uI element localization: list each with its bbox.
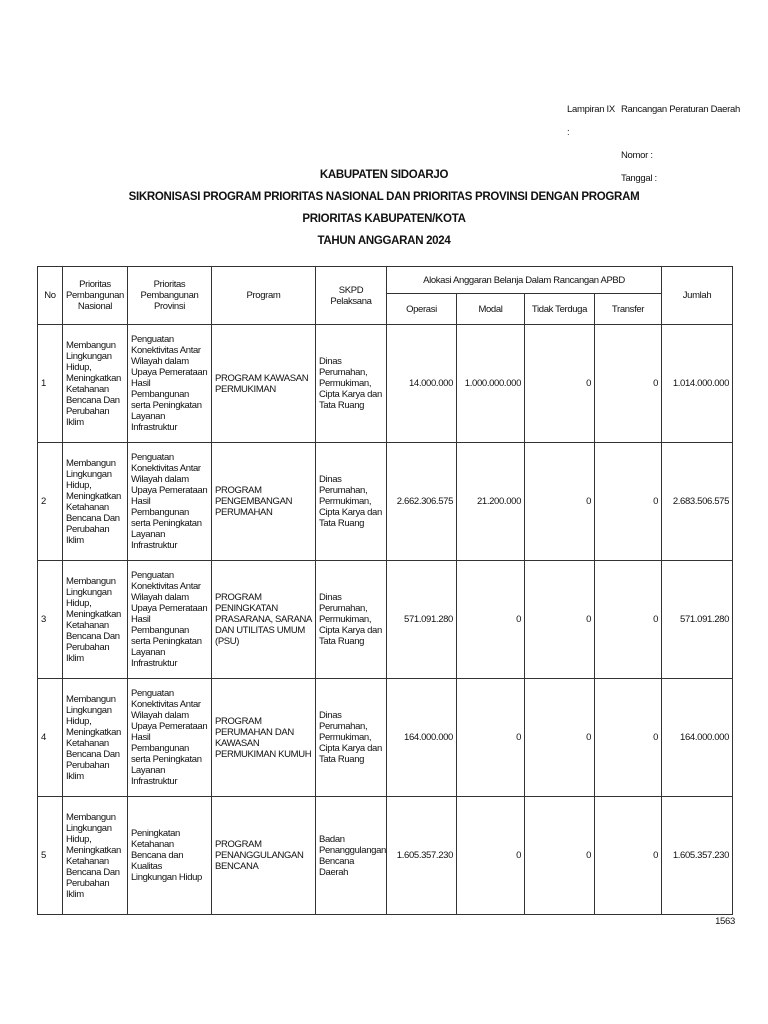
cell-provinsi: Peningkatan Ketahanan Bencana dan Kualitas Lingkungan Hidup <box>128 797 212 915</box>
tanggal-label: Tanggal : <box>621 173 657 184</box>
cell-no: 1 <box>38 325 63 443</box>
cell-no: 3 <box>38 561 63 679</box>
cell-no: 4 <box>38 679 63 797</box>
nomor-label: Nomor : <box>621 150 653 161</box>
header-program: Program <box>212 267 316 325</box>
cell-provinsi: Penguatan Konektivitas Antar Wilayah dalam Upaya Pemerataan Hasil Pembangunan serta Peningkatan Layanan Infrastruktur <box>128 679 212 797</box>
cell-transfer: 0 <box>595 325 662 443</box>
page-number: 1563 <box>715 916 735 927</box>
cell-tidak-terduga: 0 <box>525 561 595 679</box>
cell-skpd: Badan Penanggulangan Bencana Daerah <box>316 797 387 915</box>
cell-program: PROGRAM KAWASAN PERMUKIMAN <box>212 325 316 443</box>
cell-program: PROGRAM PENINGKATAN PRASARANA, SARANA DAN UTILITAS UMUM (PSU) <box>212 561 316 679</box>
cell-transfer: 0 <box>595 561 662 679</box>
cell-jumlah: 164.000.000 <box>662 679 733 797</box>
cell-modal: 0 <box>457 797 525 915</box>
lampiran-label: Lampiran IX : <box>567 104 615 138</box>
header-skpd: SKPD Pelaksana <box>316 267 387 325</box>
cell-provinsi: Penguatan Konektivitas Antar Wilayah dalam Upaya Pemerataan Hasil Pembangunan serta Peningkatan Layanan Infrastruktur <box>128 325 212 443</box>
cell-skpd: Dinas Perumahan, Permukiman, Cipta Karya dan Tata Ruang <box>316 443 387 561</box>
table-row <box>38 325 733 443</box>
cell-program: PROGRAM PENANGGULANGAN BENCANA <box>212 797 316 915</box>
title-line-4: TAHUN ANGGARAN 2024 <box>317 235 451 247</box>
cell-modal: 1.000.000.000 <box>457 325 525 443</box>
cell-modal: 0 <box>457 679 525 797</box>
header-prioritas-nasional: Prioritas Pembangunan Nasional <box>63 267 128 325</box>
title-line-3: PRIORITAS KABUPATEN/KOTA <box>302 213 466 225</box>
cell-jumlah: 1.014.000.000 <box>662 325 733 443</box>
header-modal: Modal <box>457 294 525 325</box>
cell-jumlah: 571.091.280 <box>662 561 733 679</box>
cell-program: PROGRAM PENGEMBANGAN PERUMAHAN <box>212 443 316 561</box>
cell-operasi: 1.605.357.230 <box>387 797 457 915</box>
table-row <box>38 561 733 679</box>
cell-program: PROGRAM PERUMAHAN DAN KAWASAN PERMUKIMAN KUMUH <box>212 679 316 797</box>
cell-tidak-terduga: 0 <box>525 325 595 443</box>
cell-nasional: Membangun Lingkungan Hidup, Meningkatkan Ketahanan Bencana Dan Perubahan Iklim <box>63 679 128 797</box>
cell-provinsi: Penguatan Konektivitas Antar Wilayah dalam Upaya Pemerataan Hasil Pembangunan serta Peningkatan Layanan Infrastruktur <box>128 443 212 561</box>
cell-skpd: Dinas Perumahan, Permukiman, Cipta Karya dan Tata Ruang <box>316 325 387 443</box>
cell-tidak-terduga: 0 <box>525 443 595 561</box>
cell-skpd: Dinas Perumahan, Permukiman, Cipta Karya dan Tata Ruang <box>316 679 387 797</box>
header-prioritas-provinsi: Prioritas Pembangunan Provinsi <box>128 267 212 325</box>
cell-nasional: Membangun Lingkungan Hidup, Meningkatkan Ketahanan Bencana Dan Perubahan Iklim <box>63 797 128 915</box>
title-line-1: KABUPATEN SIDOARJO <box>319 169 449 181</box>
cell-modal: 21.200.000 <box>457 443 525 561</box>
cell-tidak-terduga: 0 <box>525 679 595 797</box>
table-row <box>38 679 733 797</box>
cell-no: 2 <box>38 443 63 561</box>
header-jumlah: Jumlah <box>662 267 733 325</box>
header-alokasi: Alokasi Anggaran Belanja Dalam Rancangan APBD <box>387 267 662 294</box>
cell-transfer: 0 <box>595 679 662 797</box>
lampiran-value: Rancangan Peraturan Daerah <box>621 104 740 115</box>
document-title <box>0 164 768 252</box>
title-line-2: SIKRONISASI PROGRAM PRIORITAS NASIONAL DAN PRIORITAS PROVINSI DENGAN PROGRAM <box>128 191 640 203</box>
cell-operasi: 14.000.000 <box>387 325 457 443</box>
cell-modal: 0 <box>457 561 525 679</box>
cell-jumlah: 1.605.357.230 <box>662 797 733 915</box>
cell-nasional: Membangun Lingkungan Hidup, Meningkatkan Ketahanan Bencana Dan Perubahan Iklim <box>63 325 128 443</box>
cell-skpd: Dinas Perumahan, Permukiman, Cipta Karya dan Tata Ruang <box>316 561 387 679</box>
cell-nasional: Membangun Lingkungan Hidup, Meningkatkan Ketahanan Bencana Dan Perubahan Iklim <box>63 443 128 561</box>
header-tidak-terduga: Tidak Terduga <box>525 294 595 325</box>
table-row <box>38 443 733 561</box>
header-operasi: Operasi <box>387 294 457 325</box>
header-transfer: Transfer <box>595 294 662 325</box>
cell-provinsi: Penguatan Konektivitas Antar Wilayah dalam Upaya Pemerataan Hasil Pembangunan serta Peningkatan Layanan Infrastruktur <box>128 561 212 679</box>
cell-transfer: 0 <box>595 443 662 561</box>
cell-jumlah: 2.683.506.575 <box>662 443 733 561</box>
cell-transfer: 0 <box>595 797 662 915</box>
cell-nasional: Membangun Lingkungan Hidup, Meningkatkan Ketahanan Bencana Dan Perubahan Iklim <box>63 561 128 679</box>
cell-no: 5 <box>38 797 63 915</box>
program-table <box>37 266 733 915</box>
cell-operasi: 2.662.306.575 <box>387 443 457 561</box>
table-row <box>38 797 733 915</box>
cell-operasi: 571.091.280 <box>387 561 457 679</box>
cell-tidak-terduga: 0 <box>525 797 595 915</box>
header-no: No <box>38 267 63 325</box>
cell-operasi: 164.000.000 <box>387 679 457 797</box>
